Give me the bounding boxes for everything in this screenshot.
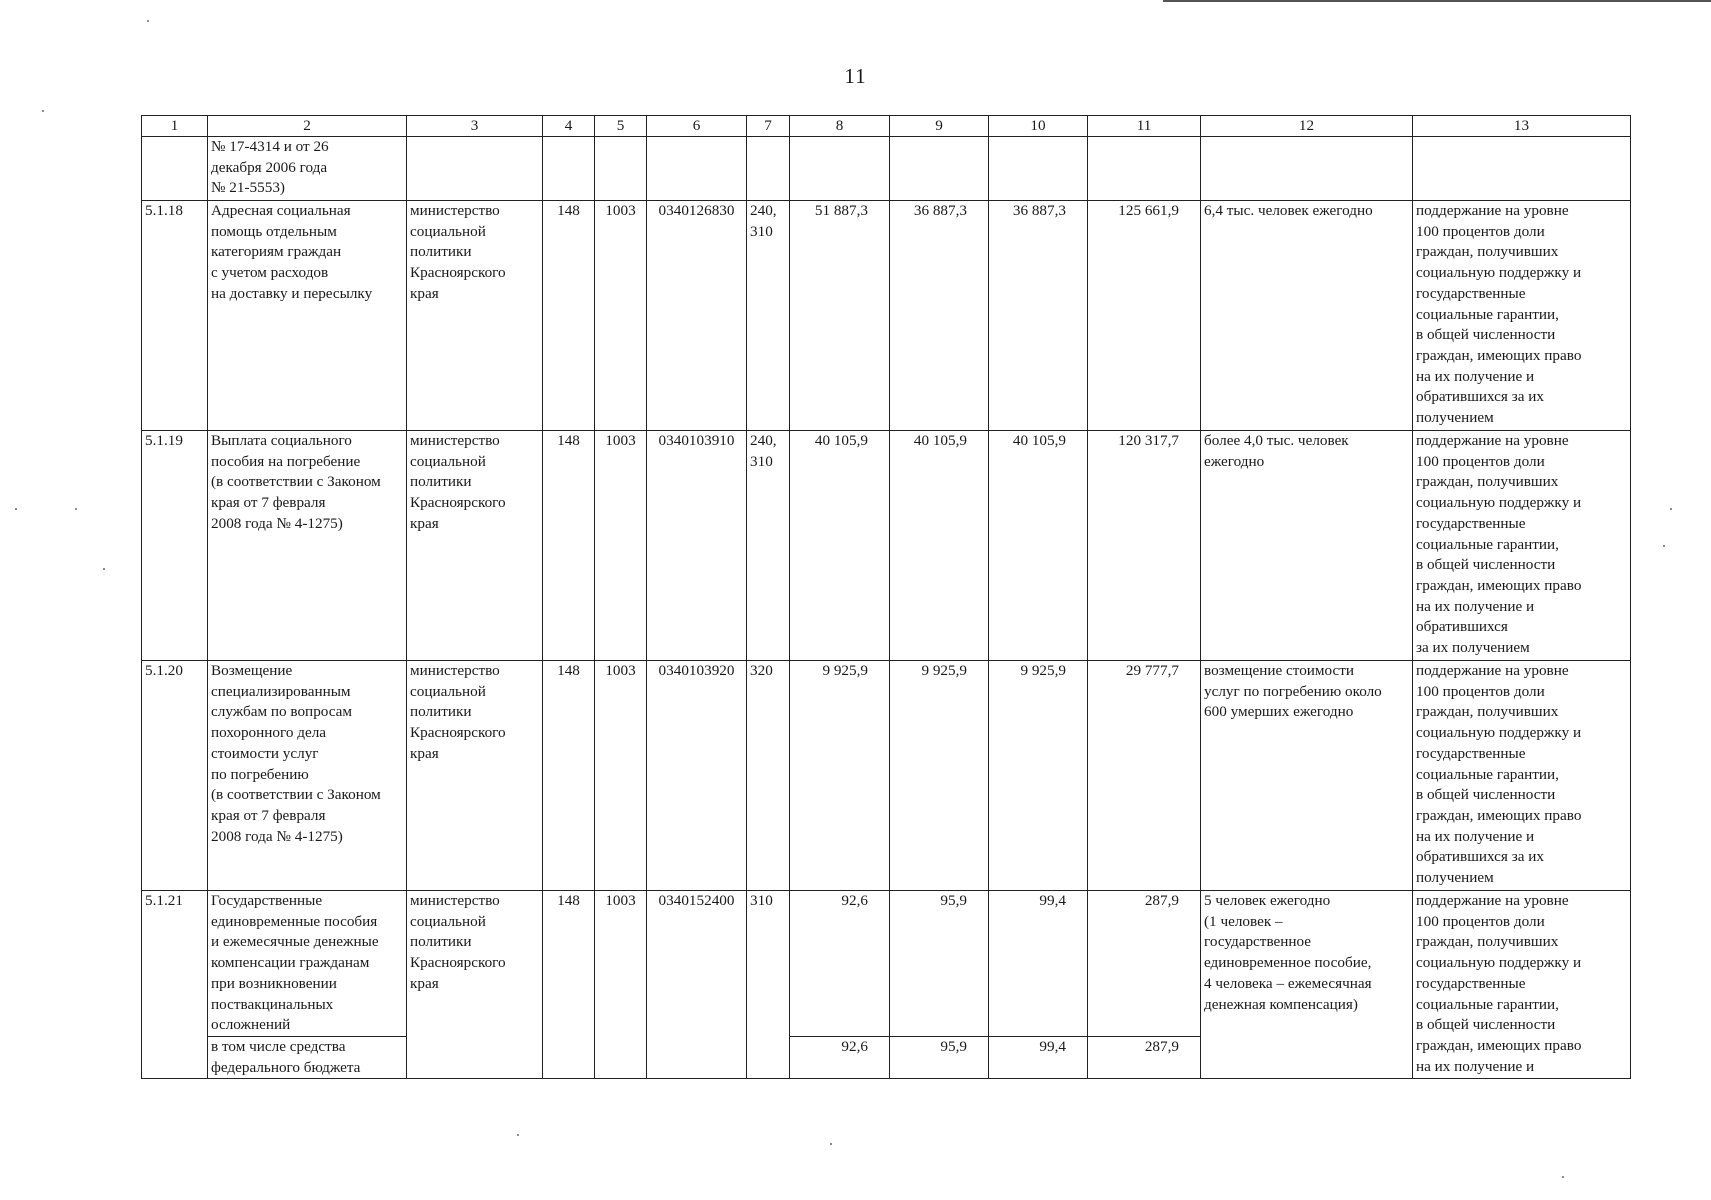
cell-code-5: 1003 bbox=[595, 431, 647, 661]
top-edge-rule bbox=[1163, 0, 1711, 2]
cell-value-10: 36 887,3 bbox=[989, 201, 1088, 431]
cell-measure-name: Государственные единовременные пособия и ежемесячные денежные компенсации гражданам при возникновении поствакцинальных осложнений bbox=[208, 891, 407, 1037]
column-header: 13 bbox=[1413, 116, 1631, 137]
cell-value-10: 9 925,9 bbox=[989, 661, 1088, 891]
cell-measure-name: Адресная социальная помощь отдельным категориям граждан с учетом расходов на доставку и пересылку bbox=[208, 201, 407, 431]
cell-ministry: министерство социальной политики Красноярского края bbox=[407, 201, 543, 431]
cell-number: 5.1.19 bbox=[142, 431, 208, 661]
cell-value-8: 40 105,9 bbox=[790, 431, 890, 661]
cell-empty bbox=[790, 137, 890, 201]
column-header: 4 bbox=[543, 116, 595, 137]
cell-measure-name: Возмещение специализированным службам по вопросам похоронного дела стоимости услуг по погребению (в соответствии с Законом края от 7 февраля 2008 года № 4-1275) bbox=[208, 661, 407, 891]
page-number: 11 bbox=[844, 64, 867, 88]
cell-indicator: поддержание на уровне 100 процентов доли граждан, получивших социальную поддержку и государственные социальные гарантии, в общей численности граждан, имеющих право на их получение и обратившихся за их получением bbox=[1413, 201, 1631, 431]
cell-indicator: поддержание на уровне 100 процентов доли граждан, получивших социальную поддержку и государственные социальные гарантии, в общей численности граждан, имеющих право на их получение и обратившихся за их получением bbox=[1413, 661, 1631, 891]
cell-empty bbox=[142, 137, 208, 201]
table-row-5-1-18 bbox=[142, 201, 1631, 431]
cell-empty bbox=[407, 137, 543, 201]
column-header: 2 bbox=[208, 116, 407, 137]
scan-speck bbox=[517, 1134, 519, 1136]
cell-code-7: 320 bbox=[747, 661, 790, 891]
cell-code-4: 148 bbox=[543, 431, 595, 661]
table-row-5-1-20 bbox=[142, 661, 1631, 891]
scan-speck bbox=[1670, 508, 1672, 510]
column-header: 8 bbox=[790, 116, 890, 137]
cell-code-5: 1003 bbox=[595, 891, 647, 1079]
cell-value-9: 40 105,9 bbox=[890, 431, 989, 661]
cell-code-6: 0340103910 bbox=[647, 431, 747, 661]
scan-speck bbox=[42, 110, 44, 112]
column-number-row bbox=[142, 116, 1631, 137]
cell-value-11: 120 317,7 bbox=[1088, 431, 1201, 661]
cell-empty bbox=[1201, 137, 1413, 201]
cell-subrow-value-11: 287,9 bbox=[1088, 1037, 1201, 1079]
cell-code-6: 0340152400 bbox=[647, 891, 747, 1079]
cell-law-reference: № 17-4314 и от 26 декабря 2006 года № 21-5553) bbox=[208, 137, 407, 201]
budget-measures-table bbox=[141, 115, 1631, 1079]
cell-indicator: поддержание на уровне 100 процентов доли граждан, получивших социальную поддержку и государственные социальные гарантии, в общей численности граждан, имеющих право на их получение и bbox=[1413, 891, 1631, 1079]
scan-speck bbox=[830, 1143, 832, 1145]
cell-code-7: 310 bbox=[747, 891, 790, 1079]
cell-value-11: 125 661,9 bbox=[1088, 201, 1201, 431]
cell-empty bbox=[647, 137, 747, 201]
column-header: 12 bbox=[1201, 116, 1413, 137]
cell-value-8: 51 887,3 bbox=[790, 201, 890, 431]
continuation-row bbox=[142, 137, 1631, 201]
cell-empty bbox=[1413, 137, 1631, 201]
cell-subrow-value-10: 99,4 bbox=[989, 1037, 1088, 1079]
table-row-5-1-21 bbox=[142, 891, 1631, 1037]
column-header: 6 bbox=[647, 116, 747, 137]
cell-number: 5.1.18 bbox=[142, 201, 208, 431]
column-header: 11 bbox=[1088, 116, 1201, 137]
cell-value-10: 40 105,9 bbox=[989, 431, 1088, 661]
cell-ministry: министерство социальной политики Красноярского края bbox=[407, 891, 543, 1079]
cell-result: 6,4 тыс. человек ежегодно bbox=[1201, 201, 1413, 431]
cell-code-5: 1003 bbox=[595, 661, 647, 891]
cell-indicator: поддержание на уровне 100 процентов доли граждан, получивших социальную поддержку и государственные социальные гарантии, в общей численности граждан, имеющих право на их получение и обратившихся за их получением bbox=[1413, 431, 1631, 661]
scan-speck bbox=[1562, 1176, 1564, 1178]
cell-code-4: 148 bbox=[543, 201, 595, 431]
cell-code-4: 148 bbox=[543, 891, 595, 1079]
table-row-5-1-19 bbox=[142, 431, 1631, 661]
cell-code-5: 1003 bbox=[595, 201, 647, 431]
scan-speck bbox=[75, 508, 77, 510]
cell-code-6: 0340126830 bbox=[647, 201, 747, 431]
cell-value-9: 95,9 bbox=[890, 891, 989, 1037]
cell-result: возмещение стоимости услуг по погребению около 600 умерших ежегодно bbox=[1201, 661, 1413, 891]
column-header: 5 bbox=[595, 116, 647, 137]
cell-empty bbox=[890, 137, 989, 201]
cell-number: 5.1.20 bbox=[142, 661, 208, 891]
cell-empty bbox=[543, 137, 595, 201]
cell-number: 5.1.21 bbox=[142, 891, 208, 1079]
cell-code-7: 240, 310 bbox=[747, 431, 790, 661]
cell-ministry: министерство социальной политики Красноярского края bbox=[407, 431, 543, 661]
scan-speck bbox=[1663, 545, 1665, 547]
cell-subrow-name: в том числе средства федерального бюджета bbox=[208, 1037, 407, 1079]
cell-result: более 4,0 тыс. человек ежегодно bbox=[1201, 431, 1413, 661]
cell-measure-name: Выплата социального пособия на погребение (в соответствии с Законом края от 7 февраля 2008 года № 4-1275) bbox=[208, 431, 407, 661]
cell-value-11: 287,9 bbox=[1088, 891, 1201, 1037]
cell-empty bbox=[595, 137, 647, 201]
cell-subrow-value-9: 95,9 bbox=[890, 1037, 989, 1079]
cell-value-8: 92,6 bbox=[790, 891, 890, 1037]
cell-code-4: 148 bbox=[543, 661, 595, 891]
cell-value-8: 9 925,9 bbox=[790, 661, 890, 891]
cell-value-11: 29 777,7 bbox=[1088, 661, 1201, 891]
scan-speck bbox=[103, 568, 105, 570]
cell-value-10: 99,4 bbox=[989, 891, 1088, 1037]
cell-value-9: 9 925,9 bbox=[890, 661, 989, 891]
cell-empty bbox=[989, 137, 1088, 201]
cell-code-7: 240, 310 bbox=[747, 201, 790, 431]
column-header: 1 bbox=[142, 116, 208, 137]
column-header: 10 bbox=[989, 116, 1088, 137]
cell-subrow-value-8: 92,6 bbox=[790, 1037, 890, 1079]
cell-empty bbox=[747, 137, 790, 201]
column-header: 7 bbox=[747, 116, 790, 137]
cell-empty bbox=[1088, 137, 1201, 201]
cell-value-9: 36 887,3 bbox=[890, 201, 989, 431]
cell-ministry: министерство социальной политики Красноярского края bbox=[407, 661, 543, 891]
scan-speck bbox=[147, 20, 149, 22]
column-header: 9 bbox=[890, 116, 989, 137]
column-header: 3 bbox=[407, 116, 543, 137]
cell-code-6: 0340103920 bbox=[647, 661, 747, 891]
scan-speck bbox=[15, 508, 17, 510]
cell-result: 5 человек ежегодно (1 человек – государственное единовременное пособие, 4 человека – ежемесячная денежная компенсация) bbox=[1201, 891, 1413, 1079]
